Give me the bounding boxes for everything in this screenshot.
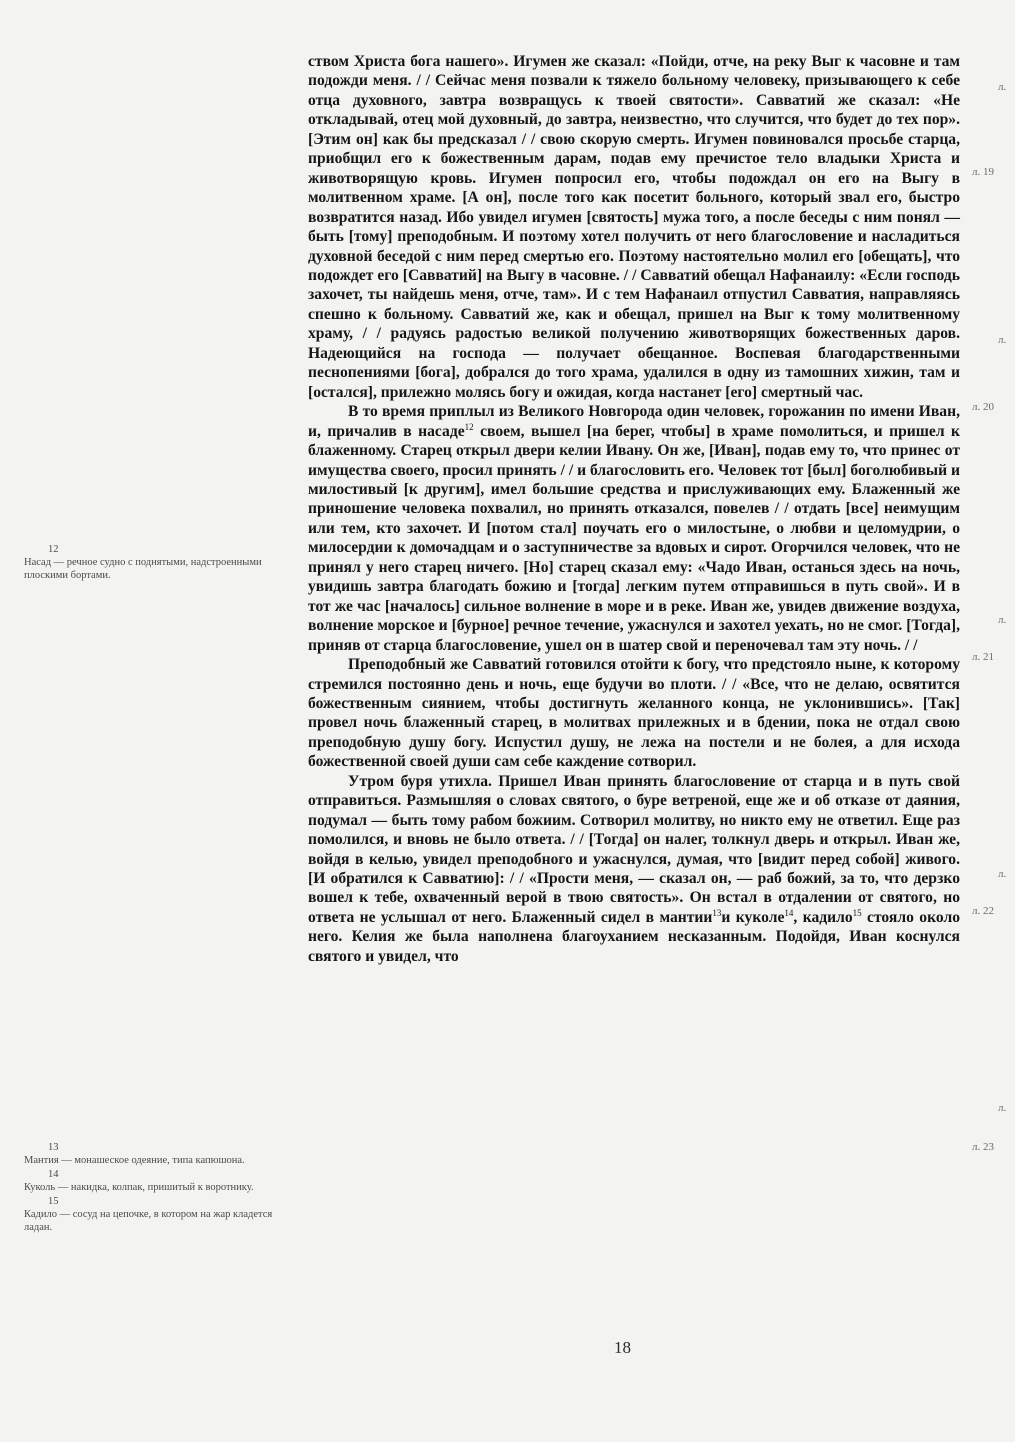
paragraph-3-text: Преподобный же Савватий готовился отойти к богу, что предстояло ныне, к которому стремился постоянно день и ночь, еще будучи во плоти. / / «Все, что не делаю, освятится божественным сиянием, чтобы достигнуть желанного конца, не уклонившись». [Так] провел ночь блаженный старец, в молитвах прилежных и в бдении, пока не отдал свою преподобную душу богу. Испустил душу, не лежа на постели и не болея, а для исхода божественной своей души сам себе каждение сотворил.	[308, 656, 960, 771]
paragraph-4-text-b: и куколе	[721, 908, 785, 926]
footnote-ref-13[interactable]: 13	[712, 907, 722, 918]
paragraph-4-text-c: , кадило	[793, 908, 853, 926]
page-number: 18	[614, 1338, 631, 1357]
margin-ref: л. 19	[972, 166, 994, 178]
paragraph-4	[308, 772, 960, 967]
margin-ref: л. 23	[972, 1141, 994, 1153]
footnote-ref-12[interactable]: 12	[464, 421, 474, 432]
footnote-number: 15	[48, 1196, 59, 1207]
footnote-text: Кадило — сосуд на цепочке, в котором на жар кладется ладан.	[24, 1209, 273, 1233]
footnote-number: 14	[48, 1169, 59, 1180]
margin-ref: л.	[998, 334, 1007, 346]
margin-ref: л. 20	[972, 401, 994, 413]
paragraph-2-text-b: своем, вышел [на берег, чтобы] в храме помолиться, и пришел к блаженному. Старец открыл двери келии Ивану. Он же, [Иван], подав ему то, что принес от имущества своего, просил принять / / и благословить его. Человек тот [был] боголюбивый и милостивый [к другим], имел большие средства и прислуживающих ему. Блаженный же приношение человека похвалил, но принять отказался, повелев / / отдать [все] неимущим или тем, кто захочет. И [потом стал] поучать его о милостыне, о любви и целомудрии, о милосердии к домочадцам и о заступничестве за вдовых и сирот. Огорчился человек, что не принял у него старец ничего. [Но] старец сказал ему: «Чадо Иван, останься здесь на ночь, увидишь завтра благодать божию и [тогда] легким путем отправишься в путь свой». И в тот же час [началось] сильное волнение в море и в реке. Иван же, увидев движение воздуха, волнение морское и [бурное] речное течение, ужаснулся и захотел уехать, но не смог. [Тогда], приняв от старца благословение, ушел он в шатер свой и переночевал там эту ночь. / /	[308, 422, 960, 654]
footnote-ref-15[interactable]: 15	[852, 907, 862, 918]
paragraph-1	[308, 52, 960, 402]
paragraph-2-text-a: В то время приплыл из Великого Новгорода один человек, горожанин по имени Иван, и, причалив в насаде	[308, 403, 960, 440]
footnote-number: 13	[48, 1142, 59, 1153]
paragraph-4-text-a: Утром буря утихла. Пришел Иван принять благословение от старца и в путь свой отправиться. Размышляя о словах святого, о буре ветреной, еще же и об отказе от даяния, подумал — быть тому рабом божиим. Сотворил молитву, но никто ему не ответил. Еще раз помолился, и вновь не было ответа. / / [Тогда] он налег, толкнул дверь и открыл. Иван же, войдя в келью, увидел преподобного и ужаснулся, думая, что [видит перед собой] живого. [И обратился к Савватию]: / / «Прости меня, — сказал он, — раб божий, за то, что дерзко вошел к тебе, охваченный верой в твою святость». Он встал в отдалении от святого, но ответа не услышал от него. Блаженный сидел в мантии	[308, 772, 960, 926]
margin-ref: л. 21	[972, 651, 994, 663]
margin-ref: л.	[998, 1102, 1007, 1114]
footnote-text: Куколь — накидка, колпак, пришитый к воротнику.	[24, 1182, 254, 1193]
margin-ref: л.	[998, 81, 1007, 93]
margin-ref: л.	[998, 868, 1007, 880]
paragraph-3	[308, 655, 960, 772]
paragraph-4-text-d: стояло около него. Келия же была наполнена благоуханием несказанным. Подойдя, Иван коснулся святого и увидел, что	[308, 908, 961, 965]
main-text	[308, 52, 960, 966]
paragraph-1-text: ством Христа бога нашего». Игумен же сказал: «Пойди, отче, на реку Выг к часовне и там подожди меня. / / Сейчас меня позвали к тяжело больному человеку, призывающего к себе отца духовного, завтра возвращусь к твоей святости». Савватий же сказал: «Не откладывай, отец мой духовный, до завтра, неизвестно, что случится, что будет до тех пор». [Этим он] как бы предсказал / / свою скорую смерть. Игумен повиновался просьбе старца, приобщил его к божественным дарам, подав ему пречистое тело владыки Христа и животворящую кровь. Игумен попросил его, чтобы подождал он его на Выгу в молитвенном храме. [А он], после того как посетит больного, который звал его, быстро возвратится назад. Ибо увидел игумен [святость] мужа того, а после беседы с ним понял — быть [тому] преподобным. И поэтому хотел получить от него благословение и насладиться духовной беседой с ним перед смертью его. Поэтому настоятельно молил его [обещать], что подождет его [Савватий] на Выгу в часовне. / / Савватий обещал Нафанаилу: «Если господь захочет, ты найдешь меня, отче, там». И с тем Нафанаил отпустил Савватия, направляясь спешно к больному. Савватий же, как и обещал, пришел на Выг к тому молитвенному храму, / / радуясь радостью великой получению животворящих божественных даров. Надеющийся на господа — получает обещанное. Воспевая благодарственными песнопениями [бога], добрался до того храма, удалился в одну из тамошних хижин, там и [остался], прилежно молясь богу и ожидая, когда настанет [его] смертный час.	[308, 53, 960, 401]
footnote-text: Мантия — монашеское одеяние, типа капюшона.	[24, 1155, 245, 1166]
margin-ref: л.	[998, 614, 1007, 626]
paragraph-2	[308, 402, 960, 655]
footnote-ref-14[interactable]: 14	[784, 907, 794, 918]
footnote-text: Насад — речное судно с поднятыми, надстроенными плоскими бортами.	[24, 557, 262, 581]
footnote-12	[24, 543, 274, 583]
margin-ref: л. 22	[972, 905, 994, 917]
footnote-number: 12	[48, 544, 59, 555]
footnotes-13-15	[24, 1141, 274, 1235]
